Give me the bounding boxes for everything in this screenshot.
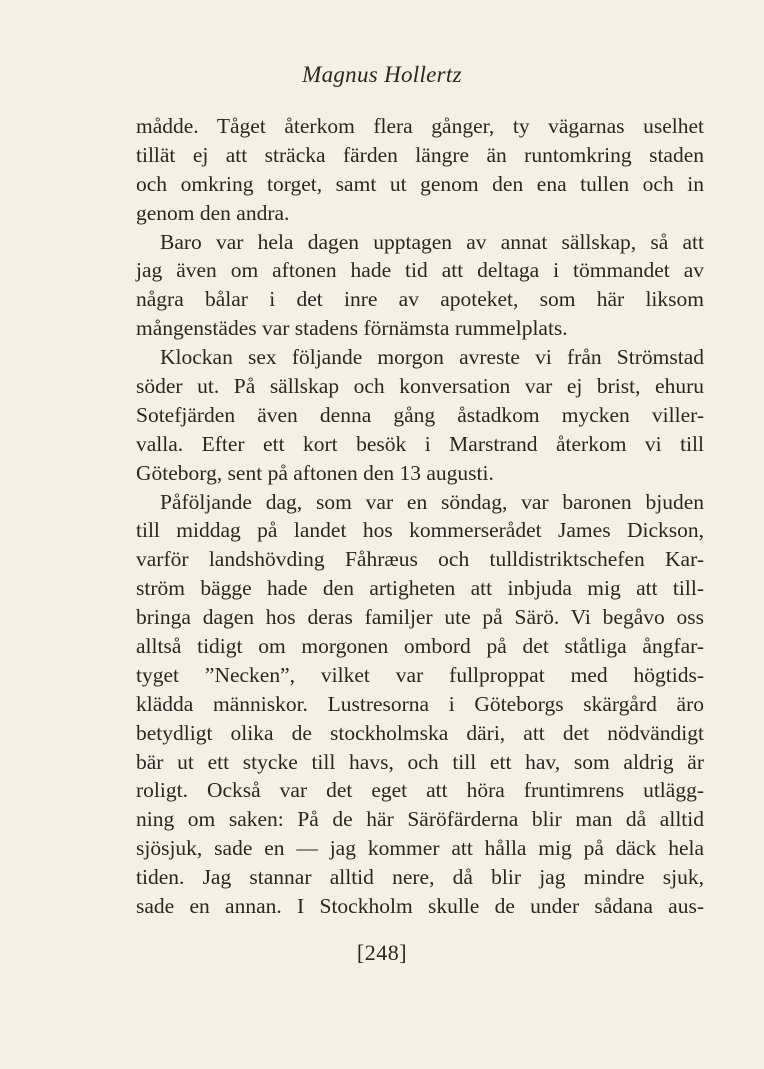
text-line: sjösjuk, sade en — jag kommer att hålla mig på däck hela bbox=[136, 836, 704, 861]
text-line: och omkring torget, samt ut genom den ena tullen och in bbox=[136, 171, 704, 196]
text-line: mådde. Tåget återkom flera gånger, ty vägarnas uselhet bbox=[136, 114, 704, 138]
paragraph-2 bbox=[136, 228, 704, 344]
text-line: söder ut. På sällskap och konversation var ej brist, ehuru bbox=[136, 374, 704, 399]
text-line: mångenstädes var stadens förnämsta rummelplats. bbox=[136, 316, 568, 341]
text-line: bringa dagen hos deras familjer ute på Särö. Vi begåvo oss bbox=[136, 605, 704, 630]
text-line: betydligt olika de stockholmska däri, att det nödvändigt bbox=[136, 720, 704, 745]
paragraph-4 bbox=[136, 488, 704, 921]
text-line: jag även om aftonen hade tid att deltaga i tömmandet av bbox=[136, 258, 704, 283]
text-line: bär ut ett stycke till havs, och till ett hav, som aldrig är bbox=[136, 749, 704, 774]
text-line: Göteborg, sent på aftonen den 13 augusti. bbox=[136, 460, 494, 485]
text-line: klädda människor. Lustresorna i Göteborgs skärgård äro bbox=[136, 691, 704, 716]
page-number: [248] bbox=[356, 940, 408, 965]
text-line: Påföljande dag, som var en söndag, var baronen bjuden bbox=[160, 489, 704, 514]
text-line: sade en annan. I Stockholm skulle de under sådana aus- bbox=[136, 894, 704, 919]
text-line: roligt. Också var det eget att höra fruntimrens utlägg- bbox=[136, 778, 704, 803]
text-line: tillät ej att sträcka färden längre än runtomkring staden bbox=[136, 142, 704, 167]
text-line: ström bägge hade den artigheten att inbjuda mig att till- bbox=[136, 576, 704, 601]
text-line: ning om saken: På de här Säröfärderna blir man då alltid bbox=[136, 807, 704, 832]
text-line: några bålar i det inre av apoteket, som här liksom bbox=[136, 287, 704, 312]
text-line: valla. Efter ett kort besök i Marstrand återkom vi till bbox=[136, 431, 704, 456]
text-line: tyget ”Necken”, vilket var fullproppat med högtids- bbox=[136, 662, 704, 687]
paragraph-3 bbox=[136, 343, 704, 487]
text-line: till middag på landet hos kommerserådet James Dickson, bbox=[136, 518, 704, 543]
body-text bbox=[136, 112, 704, 921]
running-head: Magnus Hollertz bbox=[302, 62, 462, 87]
text-line: Baro var hela dagen upptagen av annat sällskap, så att bbox=[160, 229, 704, 254]
text-line: varför landshövding Fåhræus och tulldistriktschefen Kar- bbox=[136, 547, 704, 572]
text-line: alltså tidigt om morgonen ombord på det ståtliga ångfar- bbox=[136, 634, 704, 659]
text-line: Klockan sex följande morgon avreste vi från Strömstad bbox=[160, 345, 704, 370]
text-line: Sotefjärden även denna gång åstadkom mycken viller- bbox=[136, 402, 704, 427]
paragraph-1 bbox=[136, 112, 704, 228]
text-line: tiden. Jag stannar alltid nere, då blir jag mindre sjuk, bbox=[136, 865, 704, 890]
text-line: genom den andra. bbox=[136, 200, 290, 225]
